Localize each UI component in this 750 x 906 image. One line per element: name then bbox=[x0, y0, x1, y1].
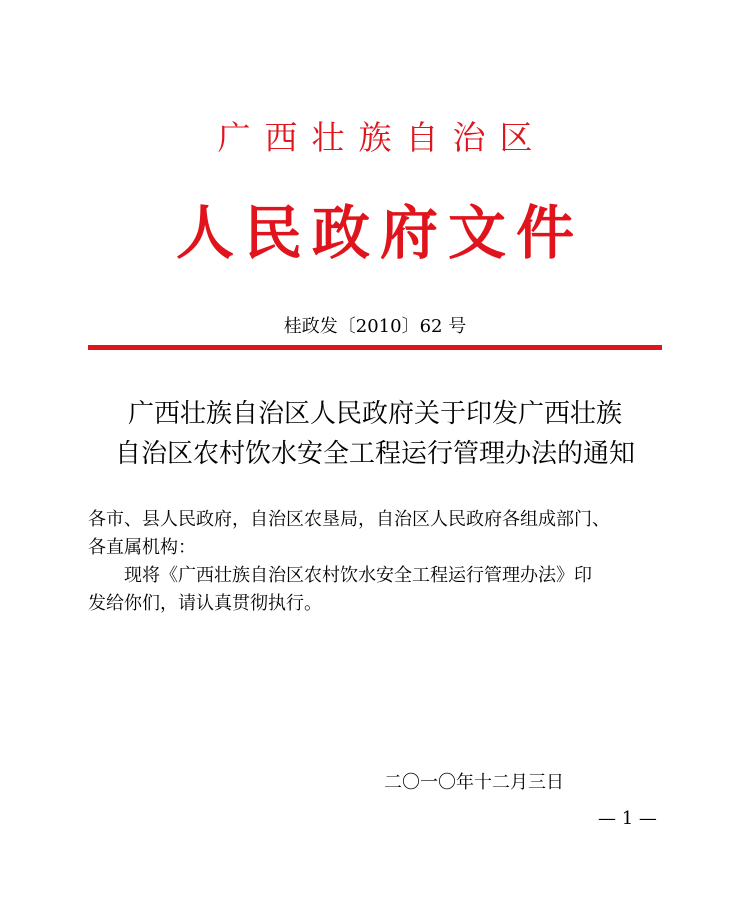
issue-date: 二〇一〇年十二月三日 bbox=[384, 772, 564, 793]
document-number: 桂政发〔2010〕62 号 bbox=[283, 316, 467, 337]
document-header-title: 人民政府文件 bbox=[175, 199, 584, 267]
addressee-line-2: 各直属机构： bbox=[88, 537, 196, 558]
title-line-2: 自治区农村饮水安全工程运行管理办法的通知 bbox=[114, 439, 635, 469]
title-line-1: 广西壮族自治区人民政府关于印发广西壮族 bbox=[127, 399, 622, 429]
red-divider-line bbox=[88, 345, 662, 350]
page-number: — 1 — bbox=[598, 808, 657, 829]
addressee-line-1: 各市、县人民政府，自治区农垦局，自治区人民政府各组成部门、 bbox=[88, 509, 610, 530]
document-title bbox=[88, 394, 662, 474]
body-paragraph-line-2: 发给你们，请认真贯彻执行。 bbox=[88, 593, 322, 614]
document-body bbox=[88, 506, 662, 618]
issuing-authority-line: 广西壮族自治区 bbox=[217, 118, 547, 157]
body-paragraph-line-1: 现将《广西壮族自治区农村饮水安全工程运行管理办法》印 bbox=[124, 565, 592, 586]
